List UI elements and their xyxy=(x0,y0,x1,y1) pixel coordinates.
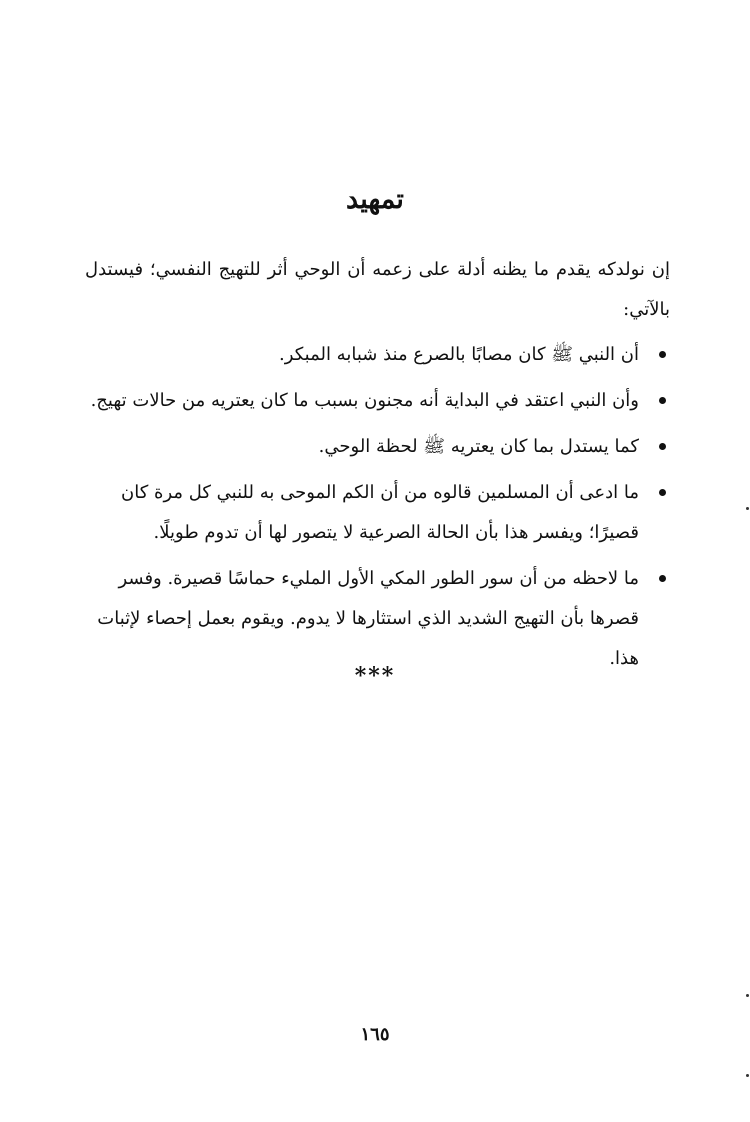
bullet-dot-icon xyxy=(659,575,666,582)
page-heading: تمهيد xyxy=(346,184,404,215)
list-item xyxy=(85,473,670,553)
list-item-text: كما يستدل بما كان يعتريه ﷺ لحظة الوحي. xyxy=(318,436,639,457)
scan-mark xyxy=(746,1074,749,1077)
list-item-text: ما لاحظه من أن سور الطور المكي الأول المليء حماسًا قصيرة. وفسر قصرها بأن التهيج الشديد الذي استثارها لا يدوم. ويقوم بعمل إحصاء لإثبات هذا. xyxy=(97,568,639,669)
list-item xyxy=(85,335,670,375)
list-item-text: أن النبي ﷺ كان مصابًا بالصرع منذ شبابه المبكر. xyxy=(279,344,639,365)
bullet-dot-icon xyxy=(659,351,666,358)
page-number: ١٦٥ xyxy=(360,1024,390,1045)
section-separator: *** xyxy=(354,663,396,689)
scan-mark xyxy=(746,994,749,997)
bullet-list xyxy=(85,335,670,685)
scan-mark xyxy=(746,507,749,510)
intro-paragraph: إن نولدكه يقدم ما يظنه أدلة على زعمه أن الوحي أثر للتهيج النفسي؛ فيستدل بالآتي: xyxy=(85,259,670,320)
list-item xyxy=(85,381,670,421)
bullet-dot-icon xyxy=(659,489,666,496)
bullet-dot-icon xyxy=(659,443,666,450)
list-item xyxy=(85,427,670,467)
list-item-text: ما ادعى أن المسلمين قالوه من أن الكم الموحى به للنبي كل مرة كان قصيرًا؛ ويفسر هذا بأن الحالة الصرعية لا يتصور لها أن تدوم طويلًا. xyxy=(121,482,639,543)
bullet-dot-icon xyxy=(659,397,666,404)
list-item-text: وأن النبي اعتقد في البداية أنه مجنون بسبب ما كان يعتريه من حالات تهيج. xyxy=(90,390,639,411)
